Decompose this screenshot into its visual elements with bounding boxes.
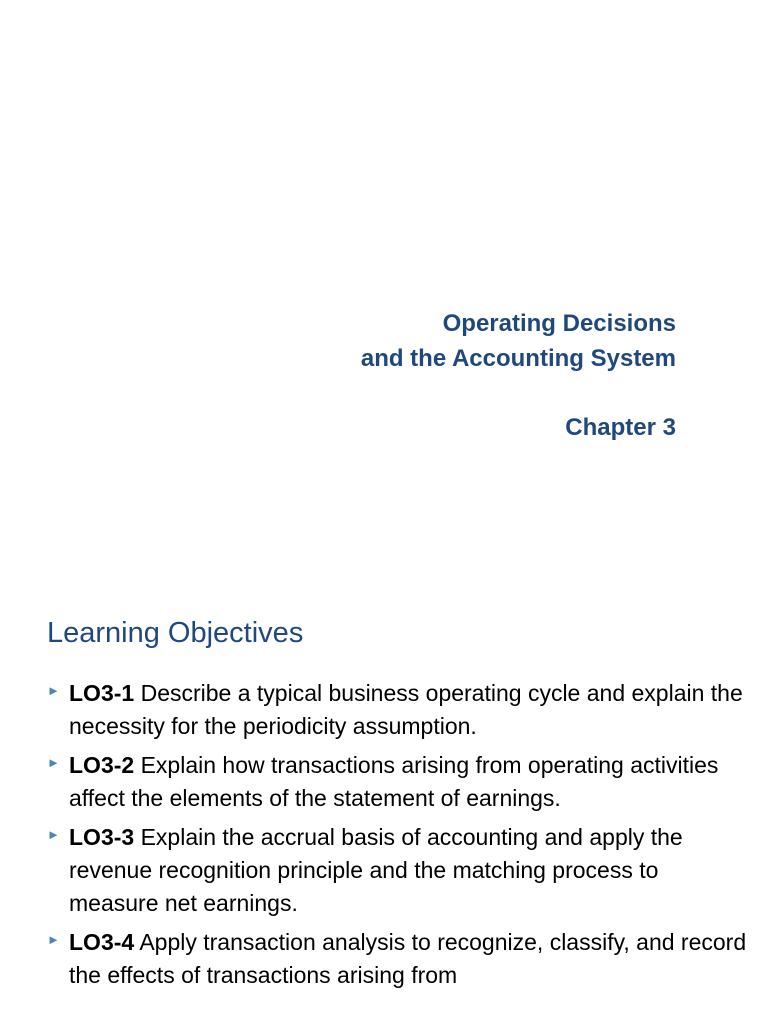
objective-text: Describe a typical business operating cycle and explain the necessity for the periodicity assumption.	[69, 680, 743, 739]
objective-code: LO3-1	[69, 680, 135, 706]
learning-objectives-heading: Learning Objectives	[47, 617, 304, 649]
triangle-right-icon: ►	[47, 683, 60, 698]
objective-text: Apply transaction analysis to recognize, classify, and record the effects of transactions arising from	[69, 929, 747, 988]
list-item	[47, 926, 747, 992]
objective-code: LO3-3	[69, 824, 135, 850]
title-line-2: and the Accounting System	[360, 345, 676, 372]
learning-objectives-list	[47, 677, 747, 998]
list-item	[47, 749, 747, 815]
objective-code: LO3-4	[69, 929, 135, 955]
triangle-right-icon: ►	[47, 755, 60, 770]
objective-code: LO3-2	[69, 752, 135, 778]
triangle-right-icon: ►	[47, 932, 60, 947]
list-item	[47, 821, 747, 920]
title-line-1: Operating Decisions	[442, 310, 676, 337]
list-item	[47, 677, 747, 743]
chapter-number: Chapter 3	[565, 414, 676, 441]
objective-text: Explain how transactions arising from operating activities affect the elements of the statement of earnings.	[69, 752, 719, 811]
triangle-right-icon: ►	[47, 827, 60, 842]
objective-text: Explain the accrual basis of accounting and apply the revenue recognition principle and the matching process to measure net earnings.	[69, 824, 683, 916]
chapter-title	[361, 306, 676, 376]
